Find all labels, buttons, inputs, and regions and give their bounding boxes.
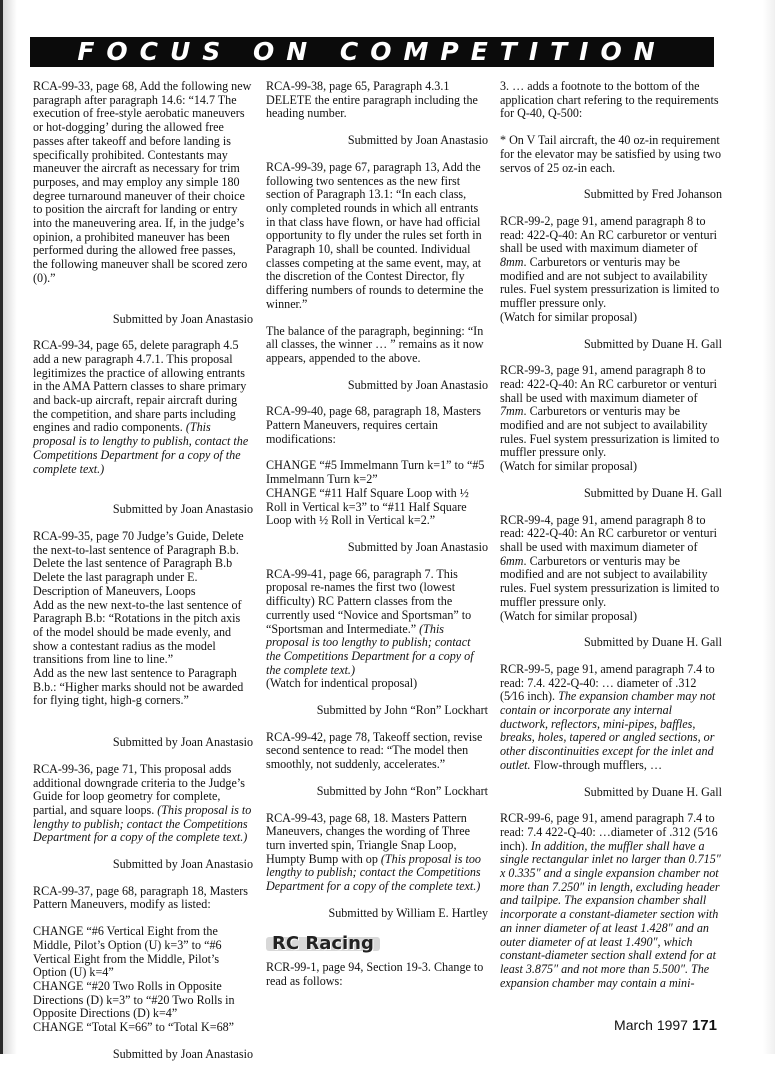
proposal-text: RCR-99-2, page 91, amend paragraph 8 to read: 422-Q-40: An RC carburetor or venturi shall be used with maximum diameter of 8mm. Carburetors or venturis may be modified and are not subject to availability rules. Fuel system pressurization is limited to muffler pressure only. (Watch for similar proposal) [500, 213, 720, 324]
submitted-by: Submitted by Duane H. Gall [583, 635, 722, 650]
submitted-by: Submitted by Fred Johanson [583, 187, 722, 202]
submitted-by: Submitted by Duane H. Gall [583, 485, 722, 500]
page-number: 171 [691, 1017, 717, 1034]
proposal-text: RCA-99-36, page 71, This proposal adds additional downgrade criteria to the Judge’s Guide for loop geometry for complete, partial, and square loops. (This proposal is to lengthy to publish; contact the Competitions Department for a copy of the complete text.) [33, 761, 252, 845]
submitted-by: Submitted by Duane H. Gall [583, 784, 722, 799]
proposal-text: RCR-99-3, page 91, amend paragraph 8 to read: 422-Q-40: An RC carburetor or venturi shall be used with maximum diameter of 7mm. Carburetors or venturis may be modified and are not subject to availability rules. Fuel system pressurization is limited to muffler pressure only. (Watch for similar proposal) [500, 363, 720, 474]
footnote-text: * On V Tail aircraft, the 40 oz-in requirement for the elevator may be satisfied by using two servos of 25 oz-in each. [500, 133, 721, 175]
page-title: FOCUS ON COMPETITION [77, 37, 667, 66]
proposal-text: RCR-99-1, page 94, Section 19-3. Change to read as follows: [266, 960, 484, 988]
submitted-by: Submitted by Joan Anastasio [112, 311, 253, 326]
section-heading-rc-racing: RC Racing [266, 937, 380, 951]
proposal-text: RCA-99-42, page 78, Takeoff section, revise second sentence to read: “The model then smoothly, not suddenly, accelerates.” [266, 729, 483, 772]
submitted-by: Submitted by Joan Anastasio [347, 133, 488, 148]
submitted-by: Submitted by Joan Anastasio [347, 539, 488, 554]
submitted-by: Submitted by Joan Anastasio [112, 735, 253, 750]
proposal-text: RCA-99-37, page 68, paragraph 18, Masters Pattern Maneuvers, modify as listed: [33, 883, 248, 912]
proposal-text: RCA-99-39, page 67, paragraph 13, Add the following two sentences as the new first section of Paragraph 13.1: “In each class, only completed rounds in which all entrants in that class have flown, or have had official opportunity to fly under the rules set forth in Paragraph 10, shall be counted. Individual classes competing at the same event, may, at the discretion of the Contest Director, fly differing numbers of rounds to determine the winner.” [266, 159, 484, 311]
proposal-text: RCA-99-38, page 65, Paragraph 4.3.1 DELETE the entire paragraph including the heading number. [266, 79, 478, 121]
proposal-text: RCA-99-35, page 70 Judge’s Guide, Delete the next-to-last sentence of Paragraph B.b. Delete the last sentence of Paragraph B.b Delete the last paragraph under E. Description of Maneuvers, Loops Add as the new next-to-the last sentence of Paragraph B.b: “Rotations in the pitch axis of the model should be made evenly, and show a contestant radius as the model transitions from line to line.” Add as the new last sentence to Paragraph B.b.: “Higher marks should not be awarded for flying tight, high-g corners.” [33, 528, 244, 708]
column-2 [266, 80, 488, 1002]
page-footer [614, 1017, 717, 1034]
submitted-by: Submitted by John “Ron” Lockhart [316, 703, 488, 718]
submitted-by: Submitted by William E. Hartley [328, 905, 488, 920]
submitted-by: Submitted by Joan Anastasio [347, 377, 488, 392]
submitted-by: Submitted by John “Ron” Lockhart [316, 783, 488, 798]
proposal-changes: CHANGE “#6 Vertical Eight from the Middle, Pilot’s Option (U) k=3” to “#6 Vertical Eight from the Middle, Pilot’s Option (U) k=4” CHANGE “#20 Two Rolls in Opposite Directions (D) k=3” to “#20 Two Rolls in Opposite Directions (D) k=4” CHANGE “Total K=66” to “Total K=68” [33, 924, 235, 1035]
proposal-text: RCR-99-4, page 91, amend paragraph 8 to read: 422-Q-40: An RC carburetor or venturi shall be used with maximum diameter of 6mm. Carburetors or venturis may be modified and are not subject to availability rules. Fuel system pressurization is limited to muffler pressure only. (Watch for similar proposal) [500, 512, 720, 623]
proposal-text: RCR-99-5, page 91, amend paragraph 7.4 to read: 7.4. 422-Q-40: … diameter of .312 (5⁄16 inch). The expansion chamber may not contain or incorporate any internal ductwork, reflectors, mini-pipes, baffles, breaks, holes, tapered or angled sections, or other discontinuities except for the inlet and outlet. Flow-through mufflers, … [500, 661, 716, 772]
proposal-text: 3. … adds a footnote to the bottom of the application chart refering to the requirements for Q-40, Q-500: [500, 79, 719, 121]
proposal-text: RCA-99-41, page 66, paragraph 7. This proposal re-names the first two (lowest difficulty) RC Pattern classes from the currently used “Novice and Sportsman” to “Sportsman and Intermediate.” (This proposal is too lengthy to publish; contact the Competitions Department for a copy of the complete text.) (Watch for indentical proposal) [266, 566, 474, 691]
submitted-by: Submitted by Joan Anastasio [112, 1046, 253, 1061]
column-3 [500, 80, 722, 1003]
submitted-by: Submitted by Joan Anastasio [112, 502, 253, 517]
proposal-text: RCA-99-40, page 68, paragraph 18, Masters Pattern Maneuvers, requires certain modifications: [266, 404, 481, 446]
column-1 [33, 80, 253, 1074]
proposal-changes: CHANGE “#5 Immelmann Turn k=1” to “#5 Immelmann Turn k=2” CHANGE “#11 Half Square Loop with ½ Roll in Vertical k=3” to “#11 Half Square Loop with ½ Roll in Vertical k=2.” [266, 458, 485, 528]
issue-date: March 1997 [614, 1017, 688, 1033]
submitted-by: Submitted by Duane H. Gall [583, 336, 722, 351]
proposal-text: RCA-99-43, page 68, 18. Masters Pattern Maneuvers, changes the wording of Three turn inverted spin, Triangle Snap Loop, Humpty Bump with op (This proposal is too lengthy to publish; contact the Competitions Department for a copy of the complete text.) [266, 810, 481, 894]
proposal-text: The balance of the paragraph, beginning: “In all classes, the winner … ” remains as it now appears, appended to the above. [266, 323, 484, 365]
submitted-by: Submitted by Joan Anastasio [112, 857, 253, 872]
proposal-text: RCA-99-34, page 65, delete paragraph 4.5 add a new paragraph 4.7.1. This proposal legitimizes the practice of allowing entrants in the AMA Pattern classes to share primary and back-up aircraft, repair aircraft during the competition, and share parts including engines and radio components. (This proposal is to lengthy to publish, contact the Competitions Department for a copy of the complete text.) [33, 338, 249, 476]
proposal-text: RCR-99-6, page 91, amend paragraph 7.4 to read: 7.4 422-Q-40: …diameter of .312 (5⁄16 inch). In addition, the muffler shall have a single rectangular inlet no larger than 0.715″ x 0.335″ and a single expansion chamber not more than 7.250″ in length, excluding header and tailpipe. The expansion chamber shall incorporate a constant-diameter section with an inner diameter of at least 1.428″ and an outer diameter of at least 1.490″, which constant-diameter section shall extend for at least 3.875″ and not more than 5.500″. The expansion chamber may contain a mini- [500, 811, 721, 990]
proposal-text: RCA-99-33, page 68, Add the following new paragraph after paragraph 14.6: “14.7 The execution of free-style aerobatic maneuvers or hot-dogging’ during the allowed free passes after takeoff and before landing is specifically prohibited. Contestants may maneuver the aircraft as necessary for trim purposes, and may employ any simple 180 degree turnaround maneuver of their choice to position the aircraft for landing or entry into the maneuvering area. If, in the judge’s opinion, a prohibited maneuver has been performed during the allowed free passes, the following maneuver shall be scored zero (0).” [33, 79, 252, 285]
